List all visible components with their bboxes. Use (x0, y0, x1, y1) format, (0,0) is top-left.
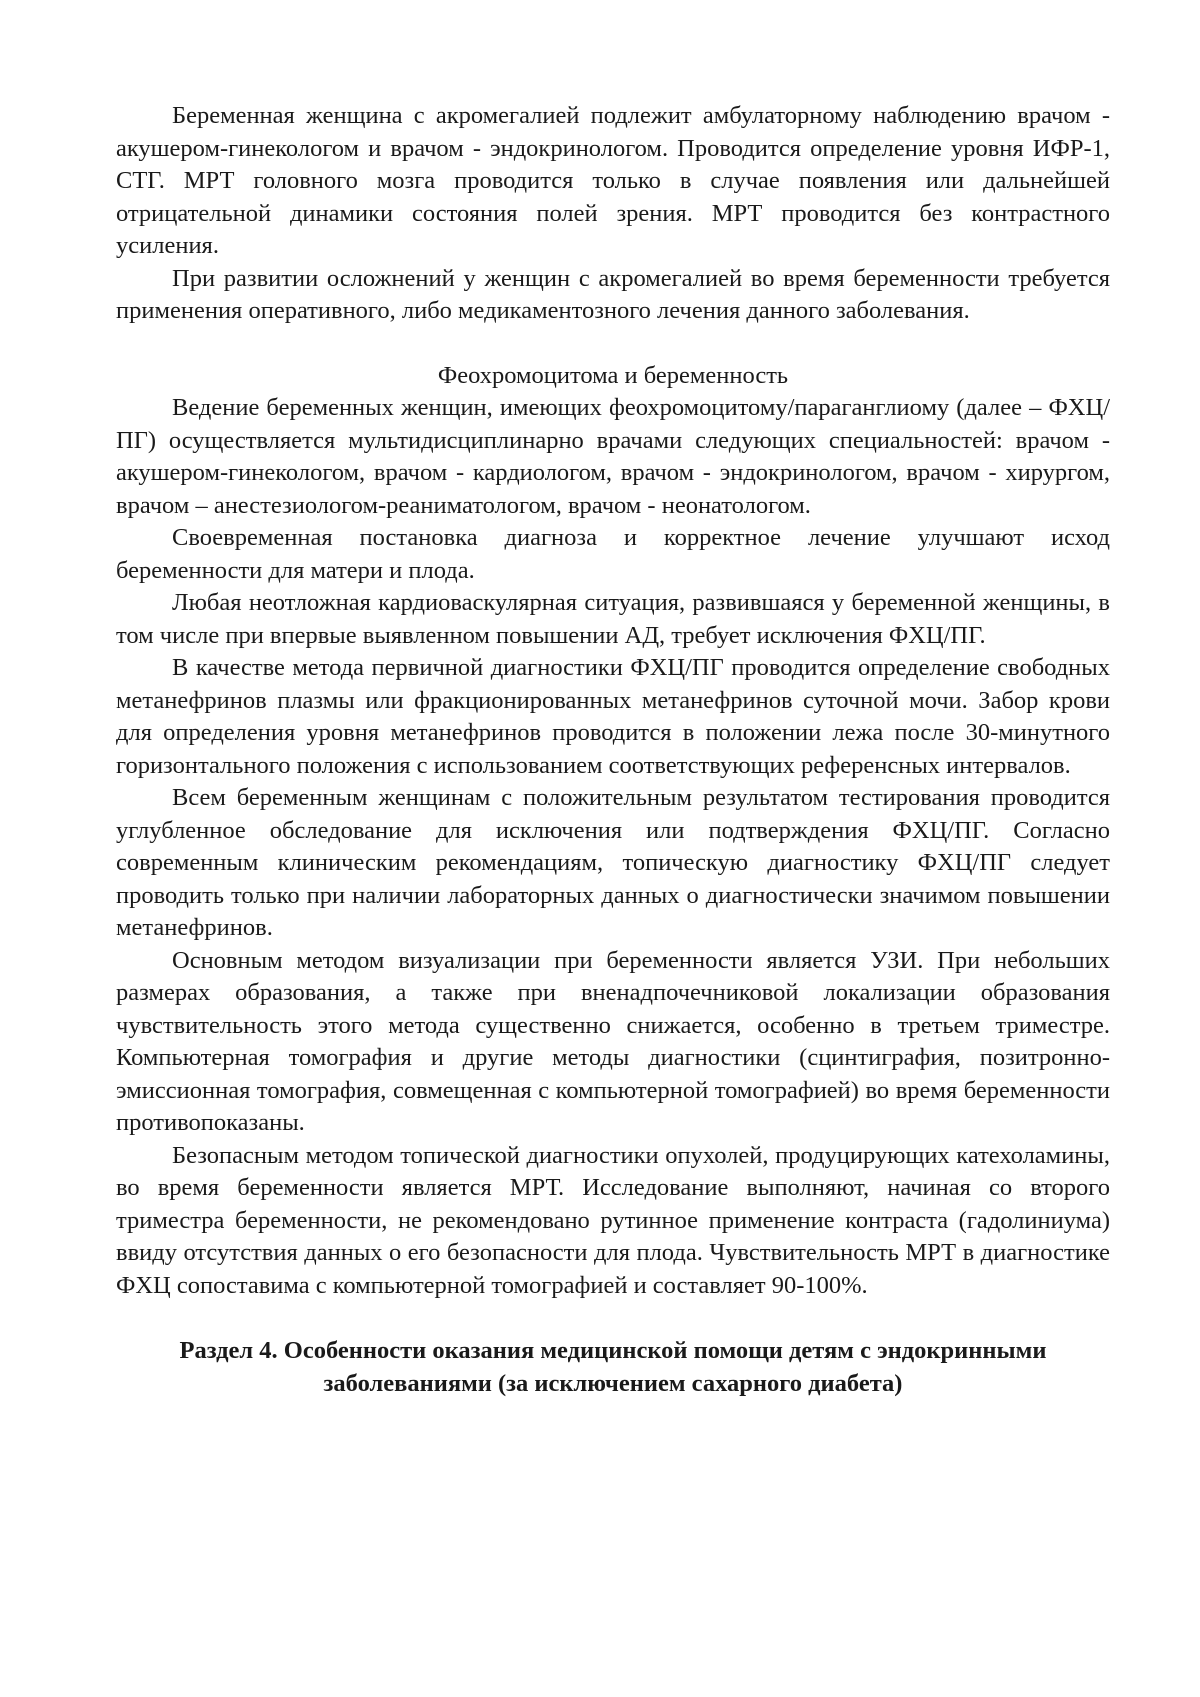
document-page (116, 100, 1110, 1400)
paragraph-primary-diagnostics: В качестве метода первичной диагностики ФХЦ/ПГ проводится определение свободных метанефринов плазмы или фракционированных метанефринов суточной мочи. Забор крови для определения уровня метанефринов проводится в положении лежа после 30-минутного горизонтального положения с использованием соответствующих референсных интервалов. (116, 654, 1110, 779)
paragraph-multidisciplinary-management: Ведение беременных женщин, имеющих феохромоцитому/параганглиому (далее – ФХЦ/ПГ) осуществляется мультидисциплинарно врачами следующих специальностей: врачом - акушером-гинекологом, врачом - кардиологом, врачом - эндокринологом, врачом - хирургом, врачом – анестезиологом-реаниматологом, врачом - неонатологом. (116, 394, 1110, 519)
paragraph-timely-diagnosis: Своевременная постановка диагноза и корректное лечение улучшают исход беременности для матери и плода. (116, 524, 1110, 584)
paragraph-acromegaly-monitoring: Беременная женщина с акромегалией подлежит амбулаторному наблюдению врачом - акушером-гинекологом и врачом - эндокринологом. Проводится определение уровня ИФР-1, СТГ. МРТ головного мозга проводится только в случае появления или дальнейшей отрицательной динамики состояния полей зрения. МРТ проводится без контрастного усиления. (116, 102, 1110, 259)
section-4-heading: Раздел 4. Особенности оказания медицинской помощи детям с эндокринными заболеваниями (за исключением сахарного диабета) (179, 1337, 1047, 1397)
paragraph-ultrasound-visualization: Основным методом визуализации при беременности является УЗИ. При небольших размерах образования, а также при вненадпочечниковой локализации образования чувствительность этого метода существенно снижается, особенно в третьем триместре. Компьютерная томография и другие методы диагностики (сцинтиграфия, позитронно-эмиссионная томография, совмещенная с компьютерной томографией) во время беременности противопоказаны. (116, 946, 1110, 1136)
paragraph-in-depth-examination: Всем беременным женщинам с положительным результатом тестирования проводится углубленное обследование для исключения или подтверждения ФХЦ/ПГ. Согласно современным клиническим рекомендациям, топическую диагностику ФХЦ/ПГ следует проводить только при наличии лабораторных данных о диагностически значимом повышении метанефринов. (116, 784, 1110, 941)
subsection-heading-pheochromocytoma: Феохромоцитома и беременность (437, 361, 789, 389)
paragraph-mri-safety: Безопасным методом топической диагностики опухолей, продуцирующих катехоламины, во время беременности является МРТ. Исследование выполняют, начиная со второго триместра беременности, не рекомендовано рутинное применение контраста (гадолиниума) ввиду отсутствия данных о его безопасности для плода. Чувствительность МРТ в диагностике ФХЦ сопоставима с компьютерной томографией и составляет 90-100%. (116, 1141, 1110, 1299)
paragraph-cardiovascular-situation: Любая неотложная кардиоваскулярная ситуация, развившаяся у беременной женщины, в том числе при впервые выявленном повышении АД, требует исключения ФХЦ/ПГ. (116, 589, 1110, 649)
paragraph-acromegaly-complications: При развитии осложнений у женщин с акромегалией во время беременности требуется применения оперативного, либо медикаментозного лечения данного заболевания. (116, 264, 1110, 324)
